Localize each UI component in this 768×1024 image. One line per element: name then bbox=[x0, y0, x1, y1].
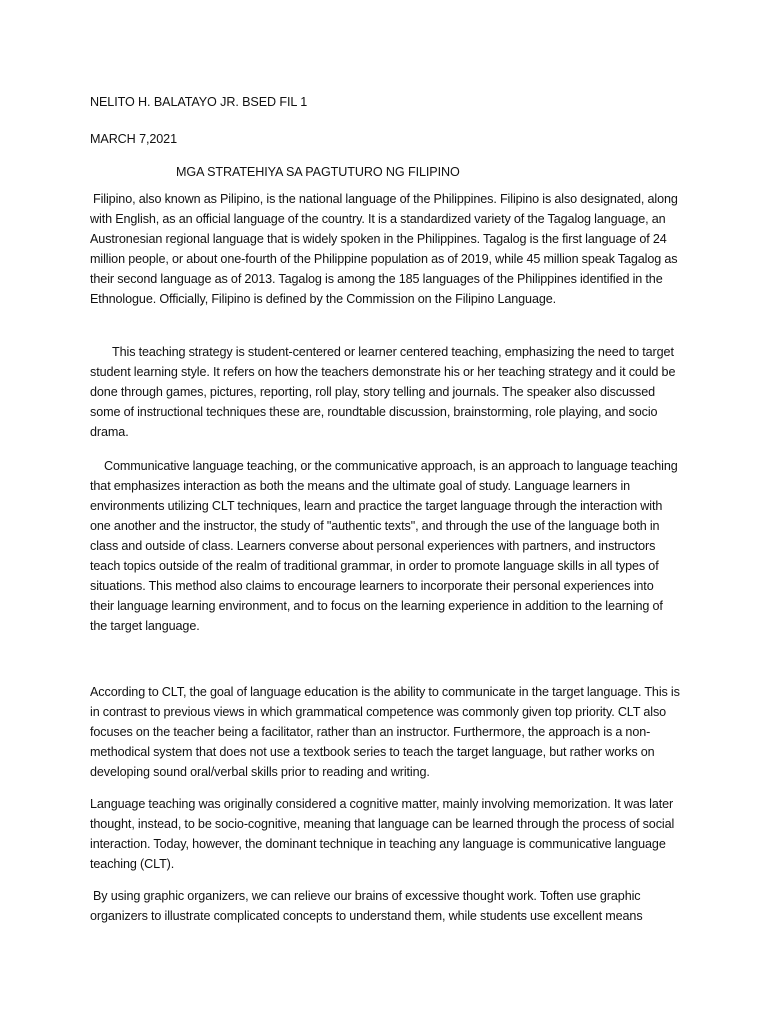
paragraph-3: Communicative language teaching, or the communicative approach, is an approach to language teaching that emphasizes interaction as both the means and the ultimate goal of study. Language learners in environments utilizing CLT techniques, learn and practice the target language through the interaction with one another and the instructor, the study of "authentic texts", and through the use of the language both in class and outside of class. Learners converse about personal experiences with partners, and instructors teach topics outside of the realm of traditional grammar, in order to promote language skills in all types of situations. This method also claims to encourage learners to incorporate their personal experiences into their language learning environment, and to focus on the learning experience in addition to the learning of the target language. bbox=[90, 459, 678, 633]
paragraph-1: Filipino, also known as Pilipino, is the national language of the Philippines. Filipino is also designated, along with English, as an official language of the country. It is a standardized variety of the Tagalog language, an Austronesian regional language that is widely spoken in the Philippines. Tagalog is the first language of 24 million people, or about one-fourth of the Philippine population as of 2019, while 45 million speak Tagalog as their second language as of 2013. Tagalog is among the 185 languages of the Philippines identified in the Ethnologue. Officially, Filipino is defined by the Commission on the Filipino Language. bbox=[90, 192, 678, 306]
paragraph-4: According to CLT, the goal of language education is the ability to communicate in the target language. This is in contrast to previous views in which grammatical competence was commonly given top priority. CLT also focuses on the teacher being a facilitator, rather than an instructor. Furthermore, the approach is a non-methodical system that does not use a textbook series to teach the target language, but rather works on developing sound oral/verbal skills prior to reading and writing. bbox=[90, 685, 680, 779]
date-line: MARCH 7,2021 bbox=[90, 132, 177, 146]
document-title: MGA STRATEHIYA SA PAGTUTURO NG FILIPINO bbox=[176, 165, 460, 179]
paragraph-6: By using graphic organizers, we can relieve our brains of excessive thought work. Toften use graphic organizers to illustrate complicated concepts to understand them, while students use excellent means bbox=[90, 889, 643, 923]
paragraph-5: Language teaching was originally considered a cognitive matter, mainly involving memorization. It was later thought, instead, to be socio-cognitive, meaning that language can be learned through the process of social interaction. Today, however, the dominant technique in teaching any language is communicative language teaching (CLT). bbox=[90, 797, 675, 871]
paragraph-2: This teaching strategy is student-centered or learner centered teaching, emphasizing the need to target student learning style. It refers on how the teachers demonstrate his or her teaching strategy and it could be done through games, pictures, reporting, roll play, story telling and journals. The speaker also discussed some of instructional techniques these are, roundtable discussion, brainstorming, role playing, and socio drama. bbox=[90, 345, 676, 439]
author-line: NELITO H. BALATAYO JR. BSED FIL 1 bbox=[90, 95, 308, 109]
